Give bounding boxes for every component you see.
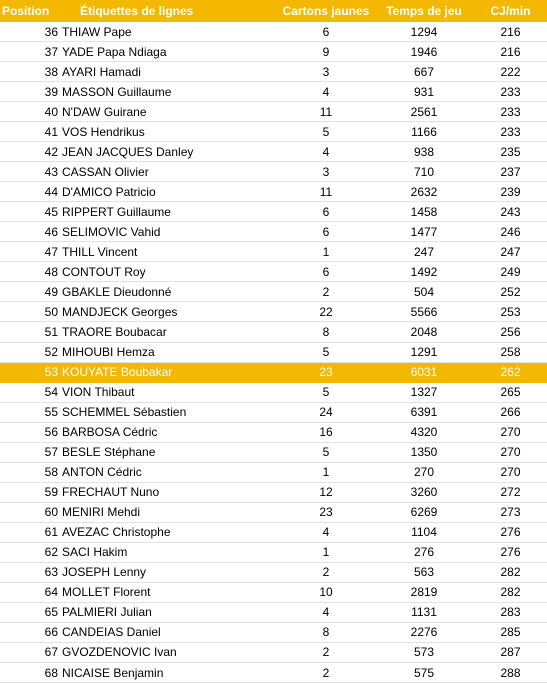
cell-play-time[interactable]: 575	[413, 665, 435, 680]
cell-yellow-cards[interactable]: 5	[322, 124, 330, 139]
cell-cards-per-minute[interactable]: 233	[500, 84, 521, 99]
cell-player-name[interactable]: MENIRI Mehdi	[62, 505, 141, 520]
header-cards-per-minute[interactable]: CJ/min	[490, 4, 531, 18]
cell-position[interactable]: 64	[44, 585, 58, 600]
cell-play-time[interactable]: 2048	[410, 324, 438, 339]
cell-yellow-cards[interactable]: 1	[322, 244, 330, 259]
table-row[interactable]	[0, 563, 547, 583]
cell-play-time[interactable]: 1492	[410, 264, 438, 279]
cell-yellow-cards[interactable]: 2	[322, 665, 330, 680]
table-row[interactable]	[0, 343, 547, 363]
cell-position[interactable]: 58	[44, 465, 58, 480]
cell-player-name[interactable]: RIPPERT Guillaume	[62, 204, 171, 219]
cell-play-time[interactable]: 247	[413, 244, 435, 259]
cell-player-name[interactable]: AVEZAC Christophe	[62, 525, 171, 540]
cell-position[interactable]: 50	[44, 304, 58, 319]
table-row[interactable]	[0, 503, 547, 523]
cell-position[interactable]: 44	[44, 184, 58, 199]
table-row[interactable]	[0, 322, 547, 342]
cell-position[interactable]: 65	[44, 605, 58, 620]
table-row[interactable]	[0, 22, 547, 42]
cell-player-name[interactable]: THILL Vincent	[62, 244, 138, 259]
table-row[interactable]	[0, 443, 547, 463]
cell-position[interactable]: 36	[44, 24, 58, 39]
cell-play-time[interactable]: 938	[413, 144, 435, 159]
cell-cards-per-minute[interactable]: 262	[500, 365, 521, 380]
cell-play-time[interactable]: 1104	[411, 525, 437, 540]
cell-player-name[interactable]: SACI Hakim	[62, 545, 128, 560]
table-row[interactable]	[0, 162, 547, 182]
cell-position[interactable]: 38	[44, 64, 58, 79]
cell-position[interactable]: 47	[44, 244, 58, 259]
cell-cards-per-minute[interactable]: 270	[500, 425, 521, 440]
cell-position[interactable]: 40	[44, 104, 58, 119]
cell-yellow-cards[interactable]: 3	[322, 64, 330, 79]
cell-player-name[interactable]: JOSEPH Lenny	[62, 565, 147, 580]
table-row[interactable]	[0, 222, 547, 242]
cell-yellow-cards[interactable]: 1	[322, 545, 330, 560]
cell-position[interactable]: 48	[44, 264, 58, 279]
cell-yellow-cards[interactable]: 5	[322, 345, 330, 360]
cell-player-name[interactable]: NICAISE Benjamin	[62, 665, 164, 680]
cell-play-time[interactable]: 573	[413, 645, 435, 660]
cell-position[interactable]: 67	[44, 645, 58, 660]
cell-position[interactable]: 56	[44, 425, 58, 440]
cell-play-time[interactable]: 1458	[410, 204, 438, 219]
cell-player-name[interactable]: SELIMOVIC Vahid	[62, 224, 161, 239]
cell-player-name[interactable]: N'DAW Guirane	[62, 104, 147, 119]
cell-yellow-cards[interactable]: 4	[322, 605, 330, 620]
cell-yellow-cards[interactable]: 6	[322, 204, 330, 219]
cell-yellow-cards[interactable]: 24	[319, 405, 333, 420]
cell-position[interactable]: 41	[44, 124, 58, 139]
cell-position[interactable]: 53	[44, 365, 58, 380]
table-row[interactable]	[0, 242, 547, 262]
cell-position[interactable]: 61	[44, 525, 58, 540]
cell-play-time[interactable]: 6391	[410, 405, 438, 420]
cell-position[interactable]: 37	[44, 44, 58, 59]
cell-play-time[interactable]: 710	[413, 164, 435, 179]
cell-player-name[interactable]: ANTON Cédric	[62, 465, 142, 480]
cell-yellow-cards[interactable]: 8	[322, 324, 330, 339]
cell-yellow-cards[interactable]: 12	[319, 485, 333, 500]
cell-position[interactable]: 62	[44, 545, 58, 560]
table-row[interactable]	[0, 142, 547, 162]
cell-position[interactable]: 42	[44, 144, 58, 159]
cell-player-name[interactable]: GBAKLE Dieudonné	[62, 284, 172, 299]
cell-play-time[interactable]: 1946	[410, 44, 438, 59]
table-row[interactable]	[0, 202, 547, 222]
cell-yellow-cards[interactable]: 4	[322, 525, 330, 540]
table-row[interactable]	[0, 363, 547, 383]
cell-play-time[interactable]: 1131	[411, 605, 437, 620]
table-row[interactable]	[0, 643, 547, 663]
cell-position[interactable]: 68	[44, 665, 58, 680]
header-play-time[interactable]: Temps de jeu	[386, 4, 462, 18]
cell-play-time[interactable]: 2276	[410, 625, 438, 640]
table-row[interactable]	[0, 102, 547, 122]
cell-cards-per-minute[interactable]: 246	[500, 224, 521, 239]
cell-play-time[interactable]: 1166	[411, 124, 437, 139]
cell-cards-per-minute[interactable]: 243	[500, 204, 521, 219]
cell-cards-per-minute[interactable]: 216	[500, 24, 521, 39]
cell-yellow-cards[interactable]: 2	[322, 565, 330, 580]
cell-yellow-cards[interactable]: 2	[322, 284, 330, 299]
cell-yellow-cards[interactable]: 11	[319, 184, 333, 199]
table-row[interactable]	[0, 62, 547, 82]
cell-position[interactable]: 57	[44, 445, 58, 460]
table-row[interactable]	[0, 583, 547, 603]
cell-play-time[interactable]: 5566	[410, 304, 438, 319]
table-row[interactable]	[0, 543, 547, 563]
table-row[interactable]	[0, 383, 547, 403]
cell-play-time[interactable]: 931	[413, 84, 435, 99]
cell-yellow-cards[interactable]: 3	[322, 164, 330, 179]
table-row[interactable]	[0, 483, 547, 503]
cell-yellow-cards[interactable]: 1	[322, 465, 330, 480]
cell-position[interactable]: 39	[44, 84, 58, 99]
cell-player-name[interactable]: D'AMICO Patricio	[62, 184, 156, 199]
table-row[interactable]	[0, 302, 547, 322]
cell-player-name[interactable]: BESLE Stéphane	[62, 445, 156, 460]
cell-play-time[interactable]: 563	[413, 565, 435, 580]
cell-play-time[interactable]: 1294	[410, 24, 438, 39]
cell-position[interactable]: 51	[44, 324, 58, 339]
cell-play-time[interactable]: 4320	[410, 425, 438, 440]
table-body	[0, 22, 547, 683]
cell-position[interactable]: 55	[44, 405, 58, 420]
cell-yellow-cards[interactable]: 5	[322, 385, 330, 400]
cell-position[interactable]: 52	[44, 345, 58, 360]
cell-cards-per-minute[interactable]: 270	[500, 465, 521, 480]
cell-player-name[interactable]: KOUYATE Boubakar	[62, 365, 173, 380]
cell-cards-per-minute[interactable]: 256	[500, 324, 521, 339]
cell-player-name[interactable]: CASSAN Olivier	[62, 164, 149, 179]
table-row[interactable]	[0, 463, 547, 483]
cell-yellow-cards[interactable]: 5	[322, 445, 330, 460]
table-row[interactable]	[0, 663, 547, 683]
cell-yellow-cards[interactable]: 10	[319, 585, 333, 600]
table-row[interactable]	[0, 262, 547, 282]
cell-yellow-cards[interactable]: 4	[322, 84, 330, 99]
cell-cards-per-minute[interactable]: 287	[500, 645, 521, 660]
cell-yellow-cards[interactable]: 2	[322, 645, 330, 660]
cell-cards-per-minute[interactable]: 273	[500, 505, 521, 520]
cell-cards-per-minute[interactable]: 276	[500, 525, 521, 540]
cell-cards-per-minute[interactable]: 252	[500, 284, 521, 299]
table-row[interactable]	[0, 623, 547, 643]
cell-cards-per-minute[interactable]: 282	[500, 565, 521, 580]
cell-player-name[interactable]: MASSON Guillaume	[62, 84, 172, 99]
cell-position[interactable]: 54	[44, 385, 58, 400]
cell-cards-per-minute[interactable]: 270	[500, 445, 521, 460]
cell-cards-per-minute[interactable]: 247	[500, 244, 521, 259]
cell-cards-per-minute[interactable]: 222	[500, 64, 521, 79]
cell-player-name[interactable]: CONTOUT Roy	[62, 264, 146, 279]
cell-play-time[interactable]: 2561	[410, 104, 438, 119]
cell-play-time[interactable]: 6269	[410, 505, 438, 520]
cell-cards-per-minute[interactable]: 276	[500, 545, 521, 560]
table-row[interactable]	[0, 122, 547, 142]
cell-cards-per-minute[interactable]: 272	[500, 485, 521, 500]
cell-player-name[interactable]: BARBOSA Cédric	[62, 425, 158, 440]
table-header	[0, 0, 547, 22]
table-row[interactable]	[0, 403, 547, 423]
cell-play-time[interactable]: 1350	[410, 445, 438, 460]
cell-yellow-cards[interactable]: 6	[322, 24, 330, 39]
cell-yellow-cards[interactable]: 9	[322, 44, 330, 59]
cell-position[interactable]: 45	[44, 204, 58, 219]
cell-player-name[interactable]: MANDJECK Georges	[62, 304, 178, 319]
cell-play-time[interactable]: 504	[413, 284, 435, 299]
cell-cards-per-minute[interactable]: 288	[500, 665, 521, 680]
cell-yellow-cards[interactable]: 16	[319, 425, 333, 440]
cell-player-name[interactable]: YADE Papa Ndiaga	[62, 44, 167, 59]
cell-player-name[interactable]: VOS Hendrikus	[62, 124, 145, 139]
cell-play-time[interactable]: 270	[413, 465, 435, 480]
cell-cards-per-minute[interactable]: 233	[500, 124, 521, 139]
cell-player-name[interactable]: VION Thibaut	[62, 385, 135, 400]
cell-position[interactable]: 59	[44, 485, 58, 500]
table-row[interactable]	[0, 423, 547, 443]
table-row[interactable]	[0, 182, 547, 202]
table-row[interactable]	[0, 82, 547, 102]
cell-cards-per-minute[interactable]: 265	[500, 385, 521, 400]
cell-position[interactable]: 43	[44, 164, 58, 179]
cell-cards-per-minute[interactable]: 285	[500, 625, 521, 640]
cell-play-time[interactable]: 6031	[410, 365, 438, 380]
table-row[interactable]	[0, 523, 547, 543]
cell-play-time[interactable]: 2819	[410, 585, 438, 600]
header-position[interactable]: Position	[2, 4, 50, 18]
cell-player-name[interactable]: FRECHAUT Nuno	[62, 485, 160, 500]
header-row-labels[interactable]: Étiquettes de lignes	[80, 4, 194, 18]
cell-player-name[interactable]: PALMIERI Julian	[62, 605, 152, 620]
cell-position[interactable]: 66	[44, 625, 58, 640]
cell-player-name[interactable]: TRAORE Boubacar	[62, 324, 167, 339]
cell-player-name[interactable]: MIHOUBI Hemza	[62, 345, 155, 360]
cell-yellow-cards[interactable]: 6	[322, 224, 330, 239]
cell-player-name[interactable]: THIAW Pape	[62, 24, 132, 39]
cell-position[interactable]: 49	[44, 284, 58, 299]
cell-cards-per-minute[interactable]: 235	[500, 144, 521, 159]
cell-player-name[interactable]: MOLLET Florent	[62, 585, 151, 600]
cell-yellow-cards[interactable]: 11	[319, 104, 333, 119]
cell-position[interactable]: 60	[44, 505, 58, 520]
cell-cards-per-minute[interactable]: 249	[500, 264, 521, 279]
cell-cards-per-minute[interactable]: 237	[500, 164, 521, 179]
cell-play-time[interactable]: 1291	[410, 345, 438, 360]
cell-player-name[interactable]: JEAN JACQUES Danley	[62, 144, 194, 159]
cell-play-time[interactable]: 2632	[410, 184, 438, 199]
cell-cards-per-minute[interactable]: 233	[500, 104, 521, 119]
cell-cards-per-minute[interactable]: 266	[500, 405, 521, 420]
cell-yellow-cards[interactable]: 22	[319, 304, 333, 319]
cell-play-time[interactable]: 276	[413, 545, 435, 560]
cell-yellow-cards[interactable]: 8	[322, 625, 330, 640]
cell-cards-per-minute[interactable]: 253	[500, 304, 521, 319]
cell-yellow-cards[interactable]: 23	[319, 365, 333, 380]
cell-play-time[interactable]: 1477	[410, 224, 438, 239]
cell-cards-per-minute[interactable]: 258	[500, 345, 521, 360]
cell-yellow-cards[interactable]: 6	[322, 264, 330, 279]
cell-player-name[interactable]: CANDEIAS Daniel	[62, 625, 161, 640]
cell-player-name[interactable]: AYARI Hamadi	[62, 64, 141, 79]
cell-cards-per-minute[interactable]: 216	[500, 44, 521, 59]
cell-yellow-cards[interactable]: 23	[319, 505, 333, 520]
table-row[interactable]	[0, 282, 547, 302]
cell-position[interactable]: 46	[44, 224, 58, 239]
cell-play-time[interactable]: 1327	[410, 385, 438, 400]
cell-cards-per-minute[interactable]: 282	[500, 585, 521, 600]
cell-cards-per-minute[interactable]: 239	[500, 184, 521, 199]
cell-yellow-cards[interactable]: 4	[322, 144, 330, 159]
cell-player-name[interactable]: GVOZDENOVIC Ivan	[62, 645, 177, 660]
cell-cards-per-minute[interactable]: 283	[500, 605, 521, 620]
cell-play-time[interactable]: 667	[413, 64, 435, 79]
cell-position[interactable]: 63	[44, 565, 58, 580]
cell-player-name[interactable]: SCHEMMEL Sébastien	[62, 405, 187, 420]
cell-play-time[interactable]: 3260	[410, 485, 438, 500]
table-row[interactable]	[0, 42, 547, 62]
header-yellow-cards[interactable]: Cartons jaunes	[282, 4, 370, 18]
table-row[interactable]	[0, 603, 547, 623]
